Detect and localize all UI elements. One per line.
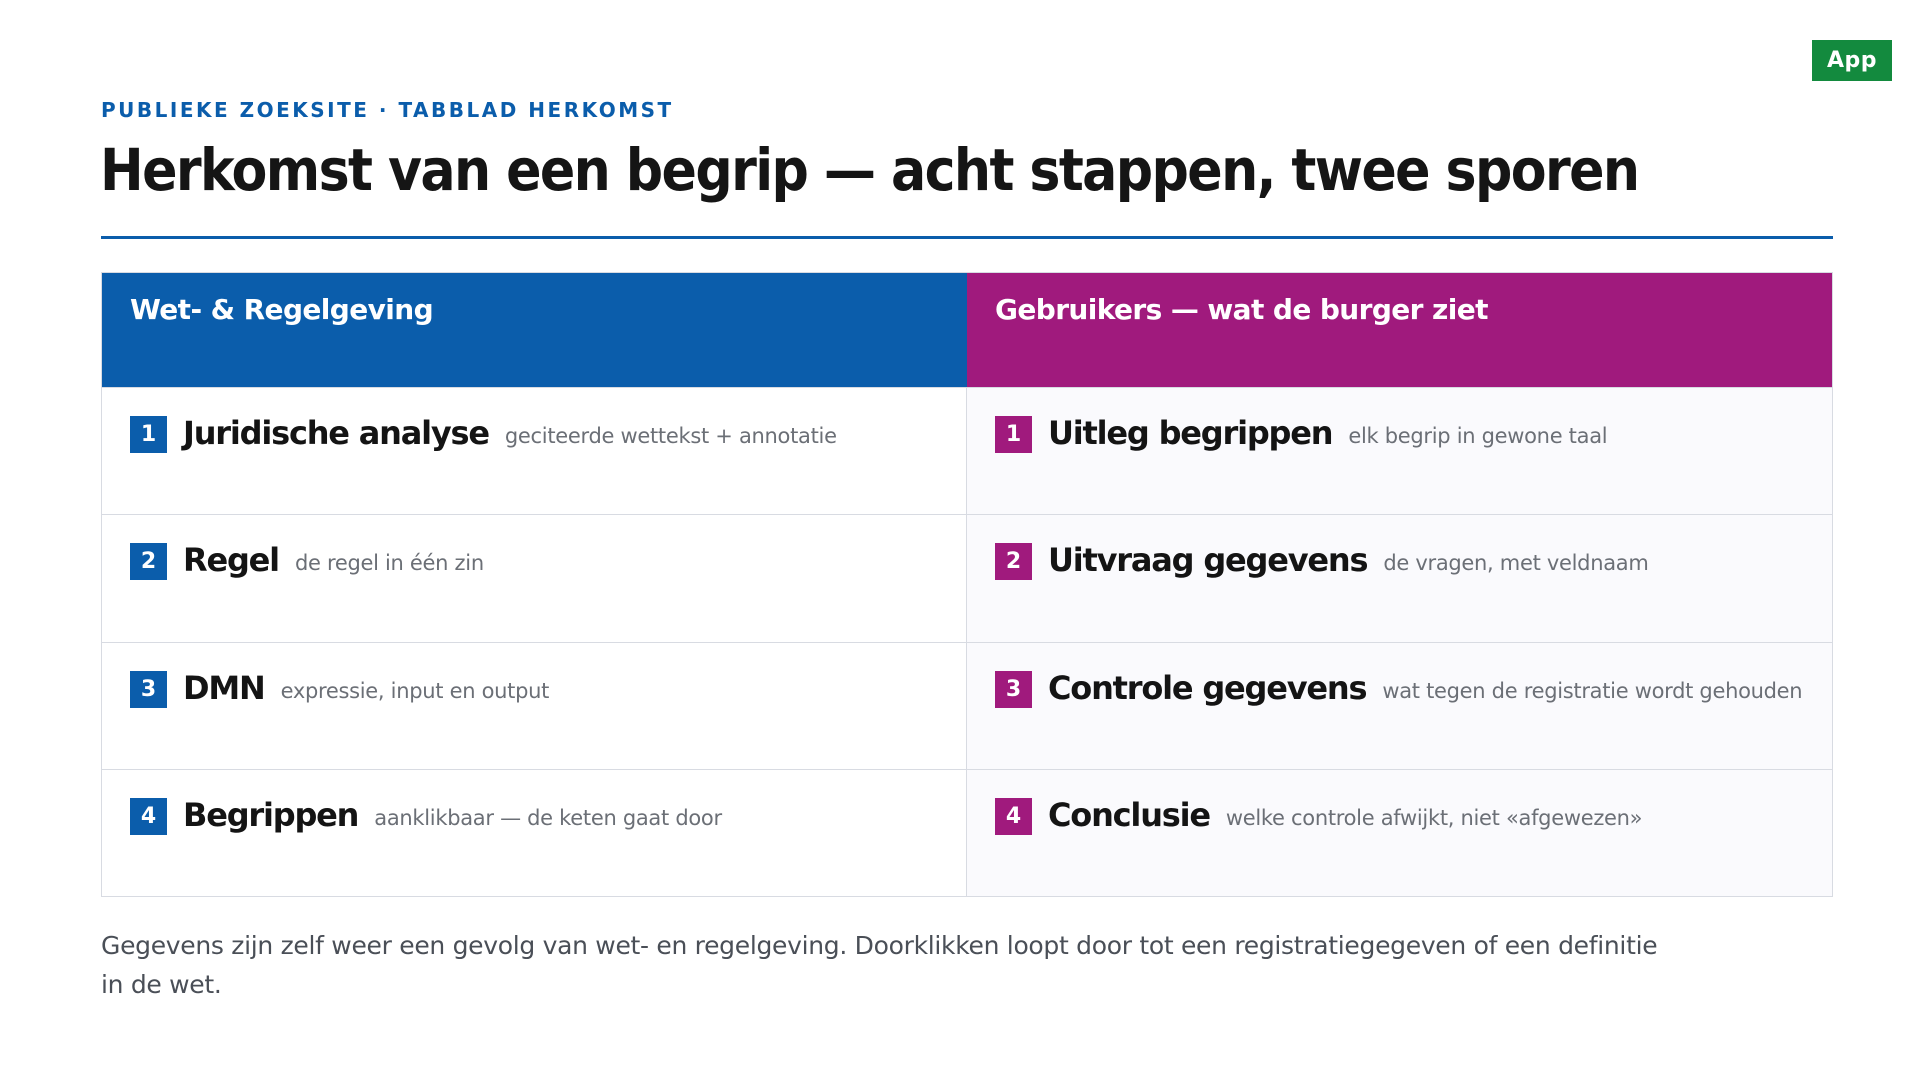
step-number-badge: 4 [130, 798, 167, 835]
step-legal-1[interactable] [102, 387, 967, 514]
step-users-3[interactable] [967, 642, 1832, 769]
step-number-badge: 4 [995, 798, 1032, 835]
step-number-badge: 1 [130, 416, 167, 453]
step-users-2[interactable] [967, 514, 1832, 641]
step-title: Controle gegevens [1048, 668, 1367, 707]
step-description: de vragen, met veldnaam [1383, 551, 1649, 576]
step-description: de regel in één zin [294, 551, 484, 576]
column-header-legal: Wet- & Regelgeving [102, 273, 967, 387]
eyebrow-label: PUBLIEKE ZOEKSITE · TABBLAD HERKOMST [101, 98, 674, 122]
app-badge[interactable]: App [1812, 40, 1892, 81]
step-number-badge: 1 [995, 416, 1032, 453]
step-description: aanklikbaar — de keten gaat door [374, 805, 722, 830]
step-title: Uitvraag gegevens [1048, 541, 1368, 580]
step-legal-3[interactable] [102, 642, 967, 769]
tracks-table [101, 272, 1833, 897]
step-title: Regel [183, 541, 279, 580]
step-description: geciteerde wettekst + annotatie [504, 424, 837, 448]
title-divider [101, 236, 1833, 239]
step-title: Juridische analyse [183, 414, 489, 452]
step-number-badge: 2 [130, 543, 167, 580]
step-number-badge: 3 [130, 671, 167, 708]
step-description: welke controle afwijkt, niet «afgewezen» [1225, 805, 1643, 830]
step-legal-4[interactable] [102, 769, 967, 896]
step-legal-2[interactable] [102, 514, 967, 641]
step-users-1[interactable] [967, 387, 1832, 514]
step-title: Uitleg begrippen [1048, 414, 1333, 452]
step-description: wat tegen de registratie wordt gehouden [1382, 678, 1803, 703]
step-number-badge: 2 [995, 543, 1032, 580]
column-header-users: Gebruikers — wat de burger ziet [967, 273, 1832, 387]
step-description: elk begrip in gewone taal [1348, 424, 1608, 448]
step-number-badge: 3 [995, 671, 1032, 708]
step-description: expressie, input en output [280, 678, 550, 703]
step-users-4[interactable] [967, 769, 1832, 896]
footnote: Gegevens zijn zelf weer een gevolg van wet- en regelgeving. Doorklikken loopt door tot een registratiegegeven of een definitie in de wet. [101, 931, 1658, 999]
step-title: Conclusie [1048, 795, 1210, 834]
step-title: DMN [183, 668, 265, 707]
page-title: Herkomst van een begrip — acht stappen, twee sporen [100, 136, 1639, 204]
step-title: Begrippen [183, 795, 359, 834]
